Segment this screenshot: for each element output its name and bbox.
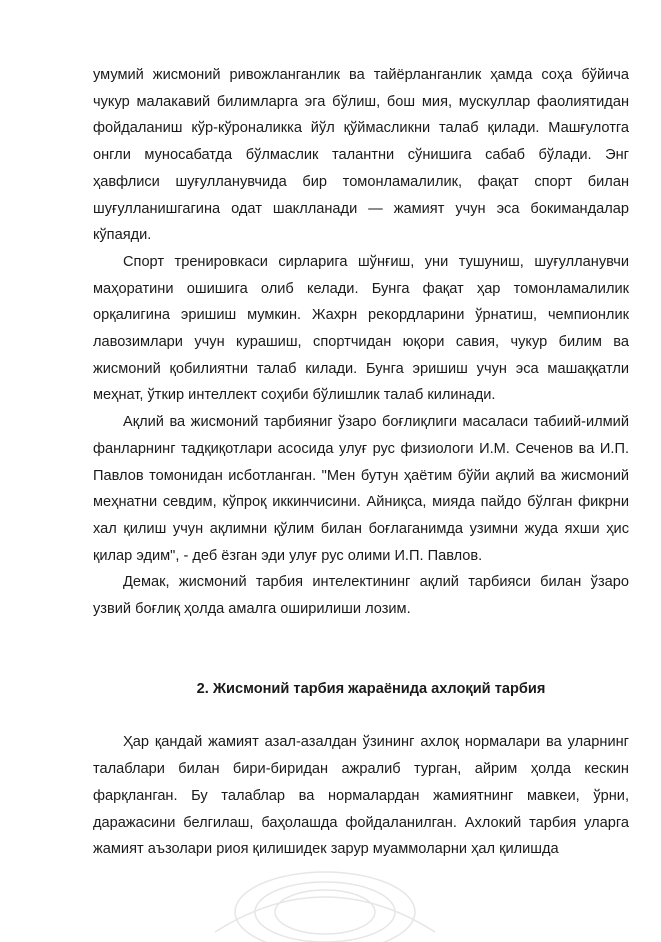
- paragraph-moral-norms: Ҳар қандай жамият азал-азалдан ўзининг ахлоқ нормалари ва уларнинг талаблари билан бири-биридан ажралиб турган, айрим ҳолда кескин фарқланган. Бу талаблар ва нормалардан жамиятнинг мавкеи, ўрни, даражасини белгилаш, баҳолашда фойдаланилган. Ахлокий тарбия уларга жамият аъзолари риоя қилишидек зарур муаммоларни ҳал қилишда: [93, 734, 629, 858]
- paragraph-mental-physical: Ақлий ва жисмоний тарбияниг ўзаро боғлиқлиги масаласи табиий-илмий фанларнинг тадқиқотлари асосида улуғ рус физиологи И.М. Сеченов ва И.П. Павлов томонидан исботланган. "Мен бутун ҳаётим бўйи ақлий ва жисмоний меҳнатни севдим, кўпроқ иккинчисини. Айниқса, мияда пайдо бўлган фикрни хал қилиш учун ақлимни қўлим билан боғлаганимда узимни жуда яхши ҳис қилар эдим", - деб ёзган эди улуғ рус олими И.П. Павлов.: [93, 414, 629, 564]
- paragraph-conclusion: Демак, жисмоний тарбия интелектининг ақлий тарбияси билан ўзаро узвий боғлиқ ҳолда амалга оширилиши лозим.: [93, 574, 629, 618]
- spacer: [93, 702, 629, 729]
- spacer: [93, 623, 629, 676]
- document-page: [93, 62, 629, 863]
- section-heading: 2. Жисмоний тарбия жараёнида ахлоқий тарбия: [196, 680, 546, 697]
- paragraph-continuation: умумий жисмоний ривожланганлик ва тайёрланганлик ҳамда соҳа бўйича чукур малакавий билимларга эга бўлиш, бош мия, мускуллар фаолиятидан фойдаланиш кўр-кўроналикка йўл қўймасликни талаб қилади. Машғулотга онгли муносабатда бўлмаслик талантни сўнишига сабаб бўлади. Энг ҳавфлиси шуғулланувчида бир томонламалилик, фақат спорт билан шуғулланишгагина одат шаклланади — жамият учун эса бокимандалар кўпаяди.: [93, 67, 629, 244]
- paragraph-sport-training: Спорт тренировкаси сирларига шўнғиш, уни тушуниш, шуғулланувчи маҳоратини ошишига олиб келади. Бунга фақат ҳар томонламалилик орқалигина эришиш мумкин. Жахрн рекордларини ўрнатиш, чемпионлик лавозимлари учун курашиш, спортчидан юқори савия, чукур билим ва жисмоний қобилиятни талаб килади. Бунга эришиш учун эса машаққатли меҳнат, ўткир интеллект соҳиби бўлишлик талаб килинади.: [93, 253, 629, 404]
